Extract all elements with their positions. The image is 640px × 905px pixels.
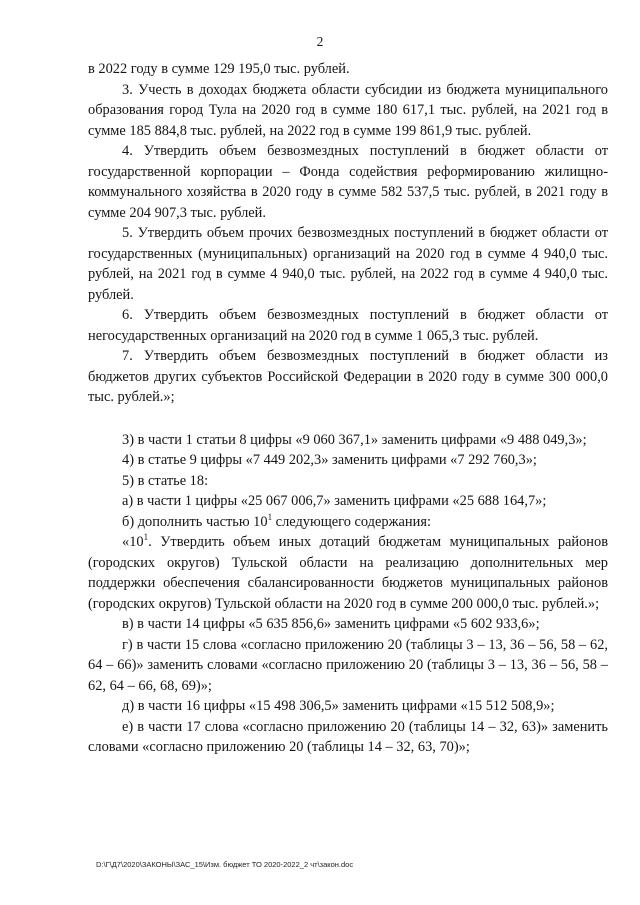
paragraph-text: «10 <box>122 534 144 550</box>
paragraph: г) в части 15 слова «согласно приложению 20 (таблицы 3 – 13, 36 – 56, 58 – 62, 64 – 66)» заменить словами «согласно приложению 20 (таблицы 3 – 13, 36 – 56, 58 – 62, 64 – 66, 68, 69)»; <box>88 636 608 694</box>
superscript: 1 <box>143 532 149 543</box>
paragraph: 6. Утвердить объем безвозмездных поступлений в бюджет области от негосударственных организаций на 2020 год в сумме 1 065,3 тыс. рублей. <box>88 307 608 344</box>
paragraph: 3. Учесть в доходах бюджета области субсидии из бюджета муниципального образования город Тула на 2020 год в сумме 180 617,1 тыс. рублей, на 2021 год в сумме 185 884,8 тыс. рублей, на 2022 год в сумме 199 861,9 тыс. рублей. <box>88 81 608 139</box>
paragraph: е) в части 17 слова «согласно приложению 20 (таблицы 14 – 32, 63)» заменить словами «согласно приложению 20 (таблицы 14 – 32, 63, 70)»; <box>88 718 608 755</box>
paragraph-text: б) дополнить частью 10 <box>122 513 268 530</box>
paragraph-gap <box>88 408 608 430</box>
paragraph <box>88 512 608 533</box>
paragraph-text: . Утвердить объем иных дотаций бюджетам муниципальных районов (городских округов) Тульской области на реализацию дополнительных мер поддержки обеспечения сбалансированности бюджетов муниципальных районов (городских округов) Тульской области на 2020 год в сумме 200 000,0 тыс. рублей.»; <box>88 534 608 612</box>
paragraph: 5) в статье 18: <box>122 472 209 489</box>
paragraph: а) в части 1 цифры «25 067 006,7» заменить цифрами «25 688 164,7»; <box>122 493 547 509</box>
paragraph: в) в части 14 цифры «5 635 856,6» заменить цифрами «5 602 933,6»; <box>122 616 540 632</box>
paragraph: 7. Утвердить объем безвозмездных поступлений в бюджет области из бюджетов других субъектов Российской Федерации в 2020 году в сумме 300 000,0 тыс. рублей.»; <box>88 348 608 405</box>
paragraph <box>88 532 608 614</box>
paragraph: д) в части 16 цифры «15 498 306,5» заменить цифрами «15 512 508,9»; <box>122 698 555 714</box>
paragraph: 3) в части 1 статьи 8 цифры «9 060 367,1» заменить цифрами «9 488 049,3»; <box>122 431 587 448</box>
document-body <box>88 59 608 758</box>
paragraph: 4) в статье 9 цифры «7 449 202,3» заменить цифрами «7 292 760,3»; <box>122 452 537 468</box>
paragraph-text: следующего содержания: <box>272 513 431 530</box>
paragraph: в 2022 году в сумме 129 195,0 тыс. рублей. <box>88 61 350 77</box>
paragraph: 4. Утвердить объем безвозмездных поступлений в бюджет области от государственной корпорации – Фонда содействия реформированию жилищно-коммунального хозяйства в 2020 году в сумме 582 537,5 тыс. рублей, в 2021 году в сумме 204 907,3 тыс. рублей. <box>88 143 608 221</box>
footer-file-path: D:\Г\Д7\2020\ЗАКОНЫ\ЗАС_15\Изм. бюджет ТО 2020-2022_2 чт\закон.doc <box>96 860 354 869</box>
superscript: 1 <box>267 511 273 522</box>
paragraph: 5. Утвердить объем прочих безвозмездных поступлений в бюджет области от государственных (муниципальных) организаций на 2020 год в сумме 4 940,0 тыс. рублей, на 2021 год в сумме 4 940,0 тыс. рублей, на 2022 год в сумме 4 940,0 тыс. рублей. <box>88 225 608 303</box>
page-number: 2 <box>316 34 324 49</box>
